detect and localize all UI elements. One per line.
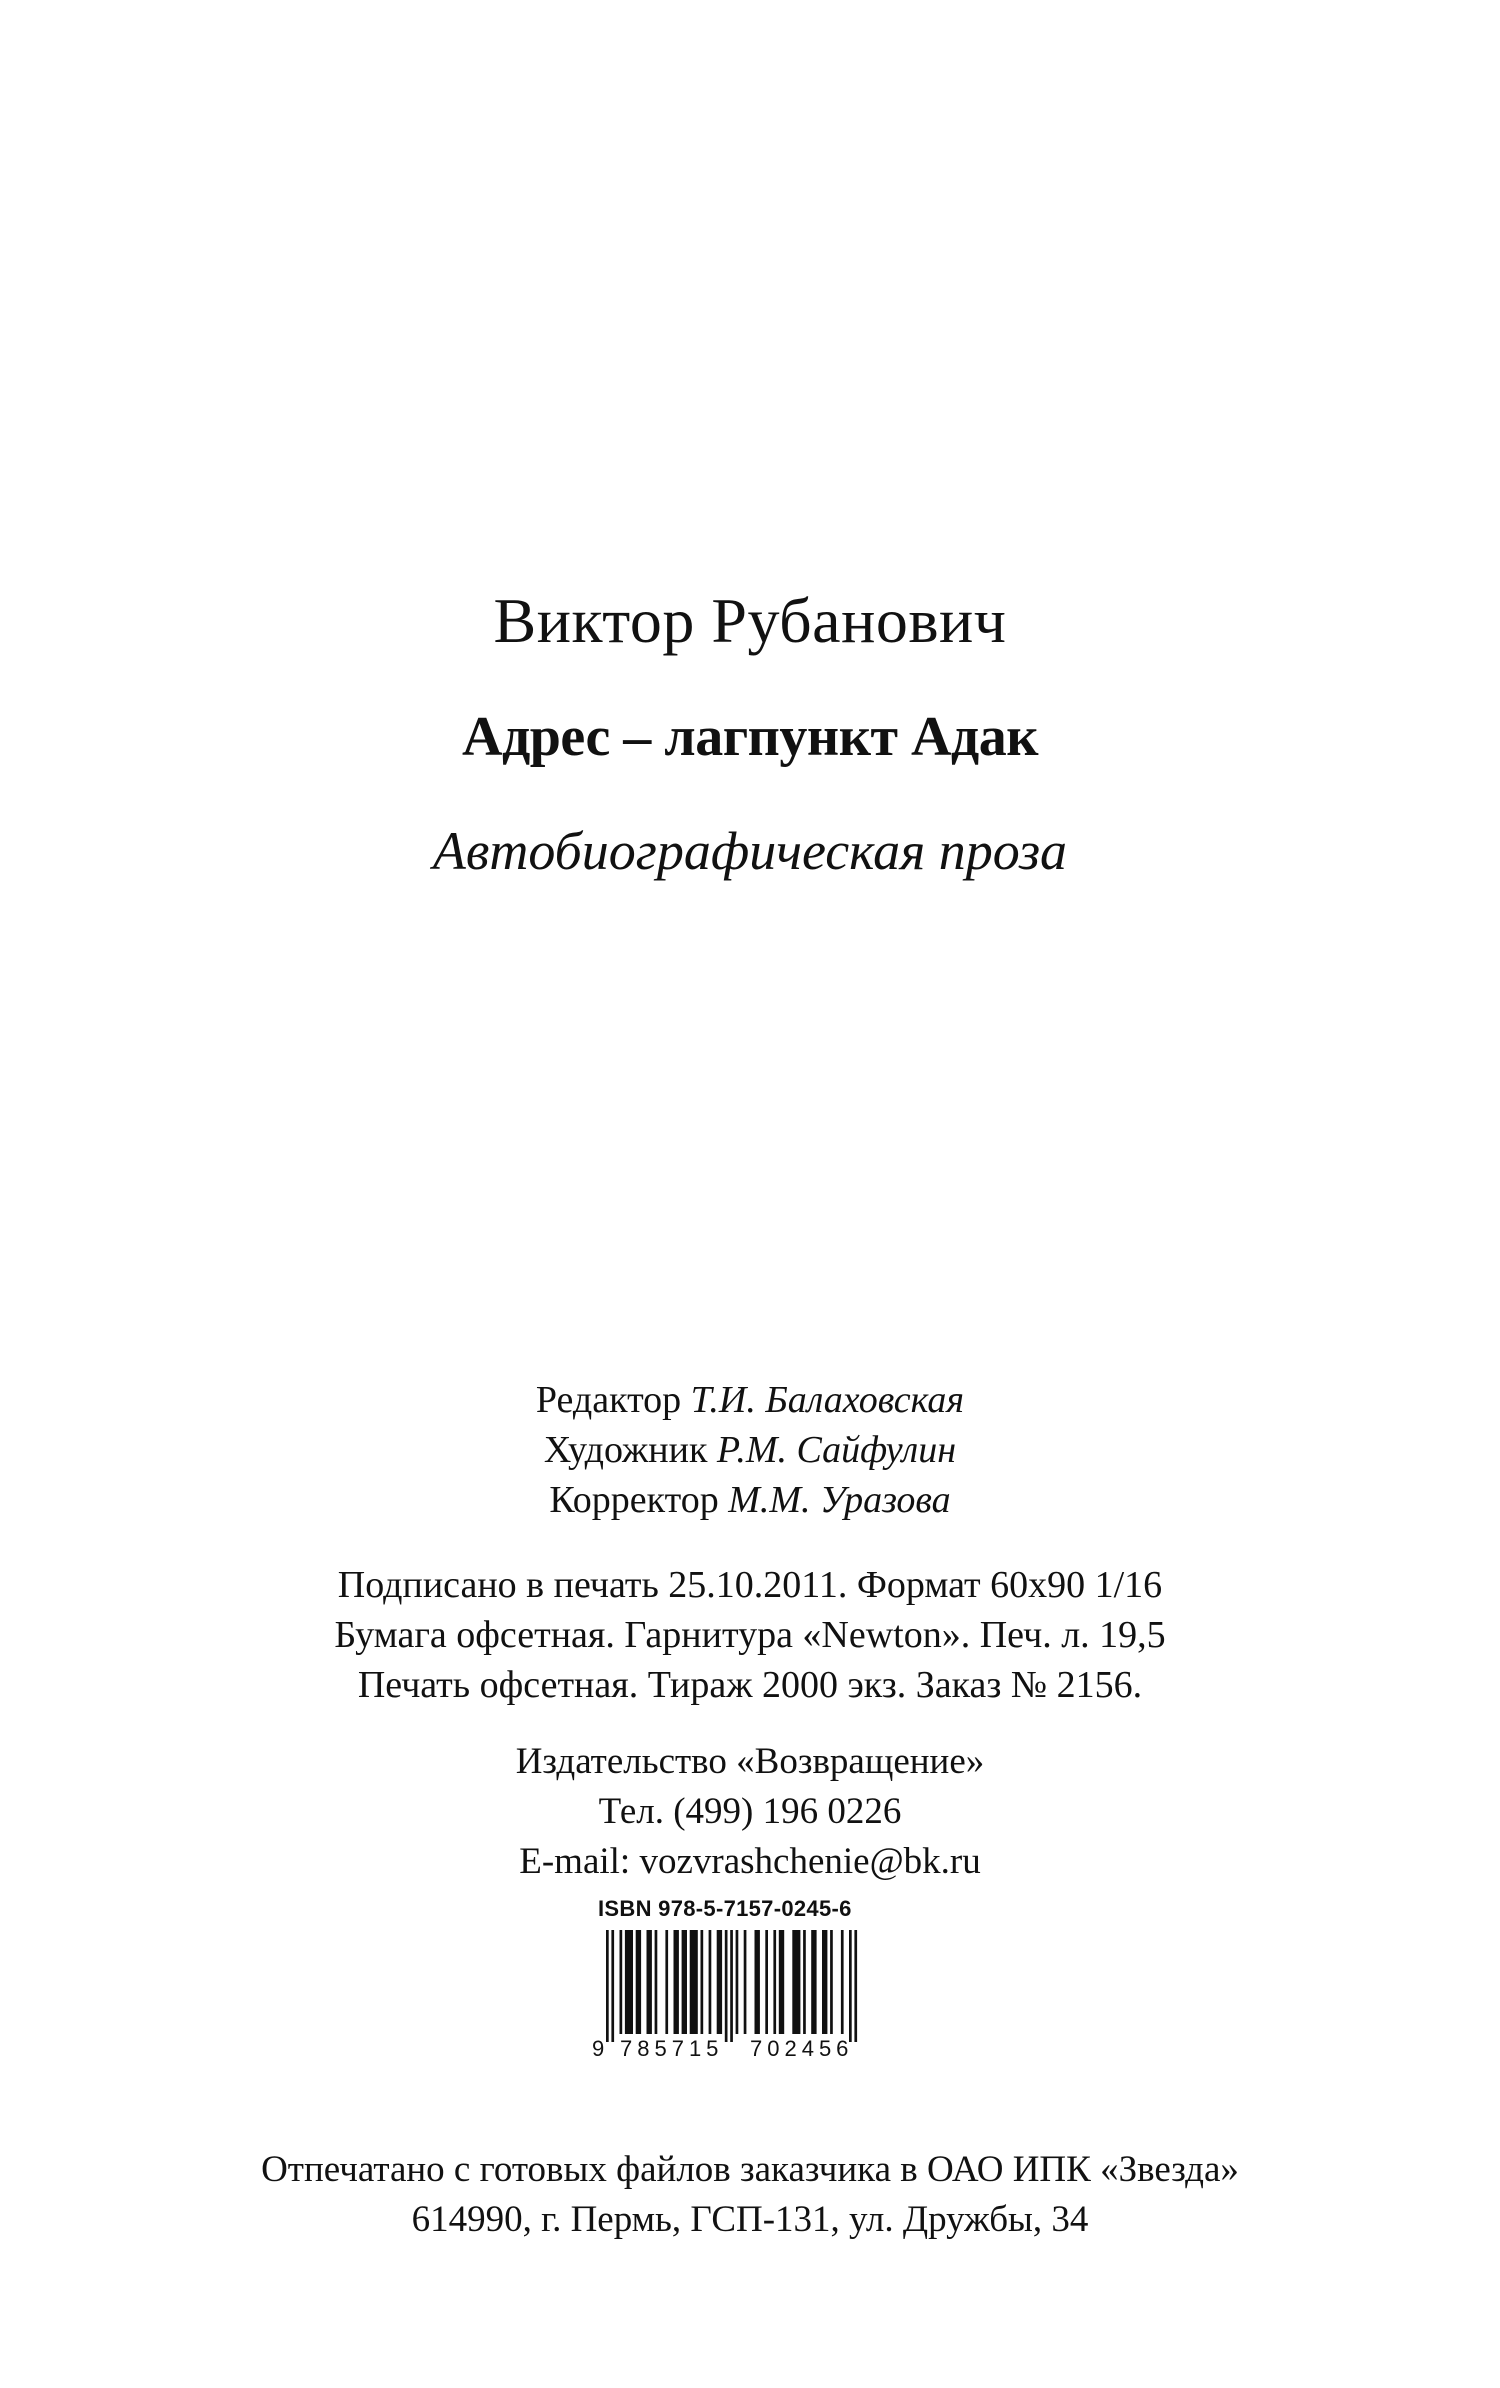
printer-line: 614990, г. Пермь, ГСП-131, ул. Дружбы, 34 <box>411 2199 1089 2240</box>
printer-block <box>0 2145 1500 2245</box>
barcode-bar <box>625 1930 633 2034</box>
barcode-bar <box>792 1930 800 2034</box>
publisher-email: E-mail: vozvrashchenie@bk.ru <box>519 1841 981 1882</box>
barcode-bar <box>744 1930 747 2034</box>
book-title: Адрес – лагпункт Адак <box>462 706 1038 768</box>
barcode-bars <box>592 1930 882 2042</box>
credit-person: Р.М. Сайфулин <box>716 1429 957 1471</box>
barcode-bar <box>854 1930 857 2042</box>
barcode-bar <box>717 1930 722 2034</box>
credit-role: Корректор <box>549 1479 719 1521</box>
barcode-digit-lead: 9 <box>592 2036 605 2061</box>
barcode-bar <box>736 1930 739 2034</box>
barcode-bar <box>709 1930 712 2034</box>
barcode-digits <box>592 2036 882 2064</box>
credit-editor <box>0 1375 1500 1425</box>
credit-proofreader <box>0 1475 1500 1525</box>
credit-artist <box>0 1425 1500 1475</box>
barcode-bar <box>611 1930 614 2042</box>
book-genre: Автобиографическая проза <box>432 821 1068 881</box>
imprint-line: Подписано в печать 25.10.2011. Формат 60х90 1/16 <box>337 1564 1163 1606</box>
imprint-line: Печать офсетная. Тираж 2000 экз. Заказ № 2156. <box>357 1664 1143 1706</box>
barcode-bar <box>803 1930 806 2034</box>
publisher-phone: Тел. (499) 196 0226 <box>598 1791 902 1832</box>
credit-person: М.М. Уразова <box>728 1479 951 1521</box>
isbn-barcode <box>592 1896 882 2066</box>
credit-role: Редактор <box>535 1379 682 1421</box>
barcode-bar <box>655 1930 658 2034</box>
barcode-bar <box>725 1930 728 2042</box>
credit-role: Художник <box>543 1429 708 1471</box>
printer-line: Отпечатано с готовых файлов заказчика в ОАО ИПК «Звезда» <box>261 2149 1239 2190</box>
barcode-bar <box>682 1930 687 2034</box>
isbn-label: ISBN 978-5-7157-0245-6 <box>598 1896 852 1921</box>
barcode-bar <box>606 1930 609 2042</box>
barcode-digit-right: 702456 <box>750 2036 854 2061</box>
author-name: Виктор Рубанович <box>493 585 1007 656</box>
barcode-bar <box>674 1930 679 2034</box>
barcode-bar <box>765 1930 768 2034</box>
barcode-bar <box>830 1930 833 2034</box>
barcode-bar <box>822 1930 827 2034</box>
barcode-bar <box>701 1930 704 2034</box>
barcode-bar <box>841 1930 844 2034</box>
barcode-bar <box>647 1930 652 2034</box>
barcode-digit-left: 785715 <box>620 2036 724 2061</box>
barcode-bar <box>779 1930 784 2034</box>
barcode-bar <box>773 1930 776 2034</box>
barcode-bar <box>636 1930 641 2034</box>
credit-person: Т.И. Балаховская <box>690 1379 965 1421</box>
barcode-bar <box>665 1930 668 2034</box>
credits-block <box>0 1375 1500 1525</box>
barcode-bar <box>755 1930 760 2034</box>
imprint-block <box>0 1560 1500 1710</box>
publisher-block <box>0 1737 1500 1887</box>
publisher-name: Издательство «Возвращение» <box>515 1741 985 1782</box>
barcode-bar <box>620 1930 623 2034</box>
barcode-bar <box>849 1930 852 2042</box>
imprint-line: Бумага офсетная. Гарнитура «Newton». Печ. л. 19,5 <box>334 1614 1166 1656</box>
barcode-bar <box>730 1930 733 2042</box>
barcode-bar <box>811 1930 816 2034</box>
barcode-bar <box>690 1930 698 2034</box>
